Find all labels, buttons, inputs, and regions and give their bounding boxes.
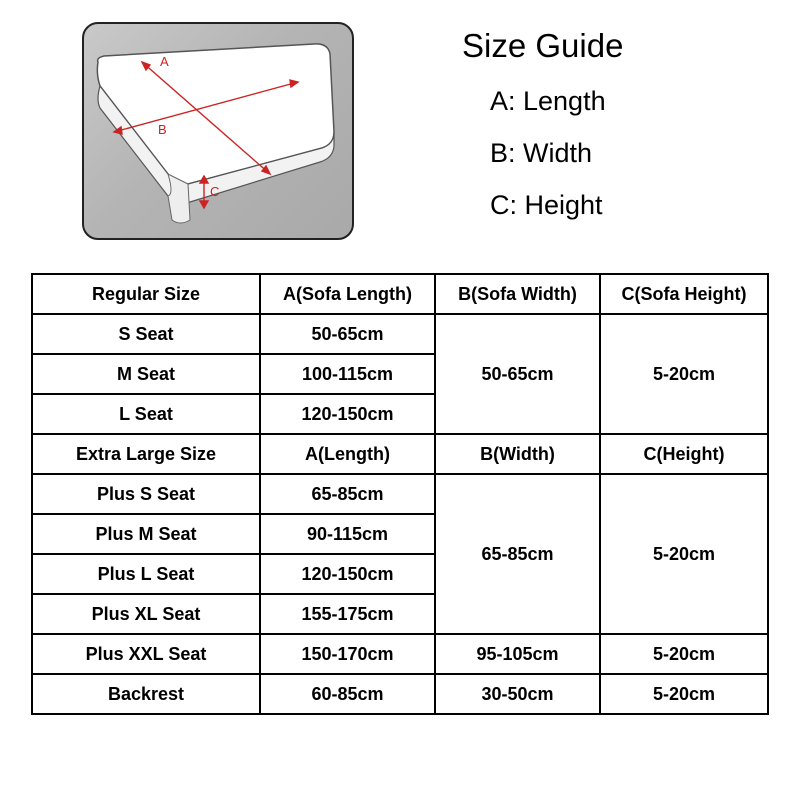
size-name-cell: Plus M Seat bbox=[32, 514, 260, 554]
height-cell: 5-20cm bbox=[600, 314, 768, 434]
header-cell: C(Sofa Height) bbox=[600, 274, 768, 314]
height-cell: 5-20cm bbox=[600, 474, 768, 634]
size-name-cell: Plus S Seat bbox=[32, 474, 260, 514]
label-b: B bbox=[158, 122, 167, 137]
table-row bbox=[32, 314, 768, 354]
length-cell: 150-170cm bbox=[260, 634, 435, 674]
cushion-drawing bbox=[84, 24, 354, 240]
label-a: A bbox=[160, 54, 169, 69]
length-cell: 120-150cm bbox=[260, 394, 435, 434]
width-cell: 95-105cm bbox=[435, 634, 600, 674]
label-c: C bbox=[210, 184, 220, 199]
table-row bbox=[32, 634, 768, 674]
height-cell: 5-20cm bbox=[600, 634, 768, 674]
guide-width: B: Width bbox=[490, 138, 593, 168]
table-row bbox=[32, 674, 768, 714]
header-cell: B(Width) bbox=[435, 434, 600, 474]
header-cell: A(Sofa Length) bbox=[260, 274, 435, 314]
cushion-diagram bbox=[82, 22, 354, 240]
xl-header-row bbox=[32, 434, 768, 474]
width-cell: 50-65cm bbox=[435, 314, 600, 434]
size-name-cell: Backrest bbox=[32, 674, 260, 714]
length-cell: 120-150cm bbox=[260, 554, 435, 594]
header-cell: A(Length) bbox=[260, 434, 435, 474]
regular-header-row bbox=[32, 274, 768, 314]
size-guide-title: Size Guide bbox=[462, 27, 624, 64]
guide-height: C: Height bbox=[490, 190, 603, 220]
length-cell: 100-115cm bbox=[260, 354, 435, 394]
size-name-cell: Plus XXL Seat bbox=[32, 634, 260, 674]
header-cell: Regular Size bbox=[32, 274, 260, 314]
header-cell: C(Height) bbox=[600, 434, 768, 474]
size-name-cell: S Seat bbox=[32, 314, 260, 354]
size-name-cell: M Seat bbox=[32, 354, 260, 394]
size-table bbox=[31, 273, 769, 715]
length-cell: 65-85cm bbox=[260, 474, 435, 514]
length-cell: 155-175cm bbox=[260, 594, 435, 634]
width-cell: 65-85cm bbox=[435, 474, 600, 634]
length-cell: 50-65cm bbox=[260, 314, 435, 354]
size-name-cell: Plus L Seat bbox=[32, 554, 260, 594]
guide-length: A: Length bbox=[490, 86, 606, 116]
size-name-cell: Plus XL Seat bbox=[32, 594, 260, 634]
height-cell: 5-20cm bbox=[600, 674, 768, 714]
length-cell: 60-85cm bbox=[260, 674, 435, 714]
size-guide bbox=[462, 26, 623, 240]
length-cell: 90-115cm bbox=[260, 514, 435, 554]
size-name-cell: L Seat bbox=[32, 394, 260, 434]
header-cell: B(Sofa Width) bbox=[435, 274, 600, 314]
width-cell: 30-50cm bbox=[435, 674, 600, 714]
table-row bbox=[32, 474, 768, 514]
header-cell: Extra Large Size bbox=[32, 434, 260, 474]
